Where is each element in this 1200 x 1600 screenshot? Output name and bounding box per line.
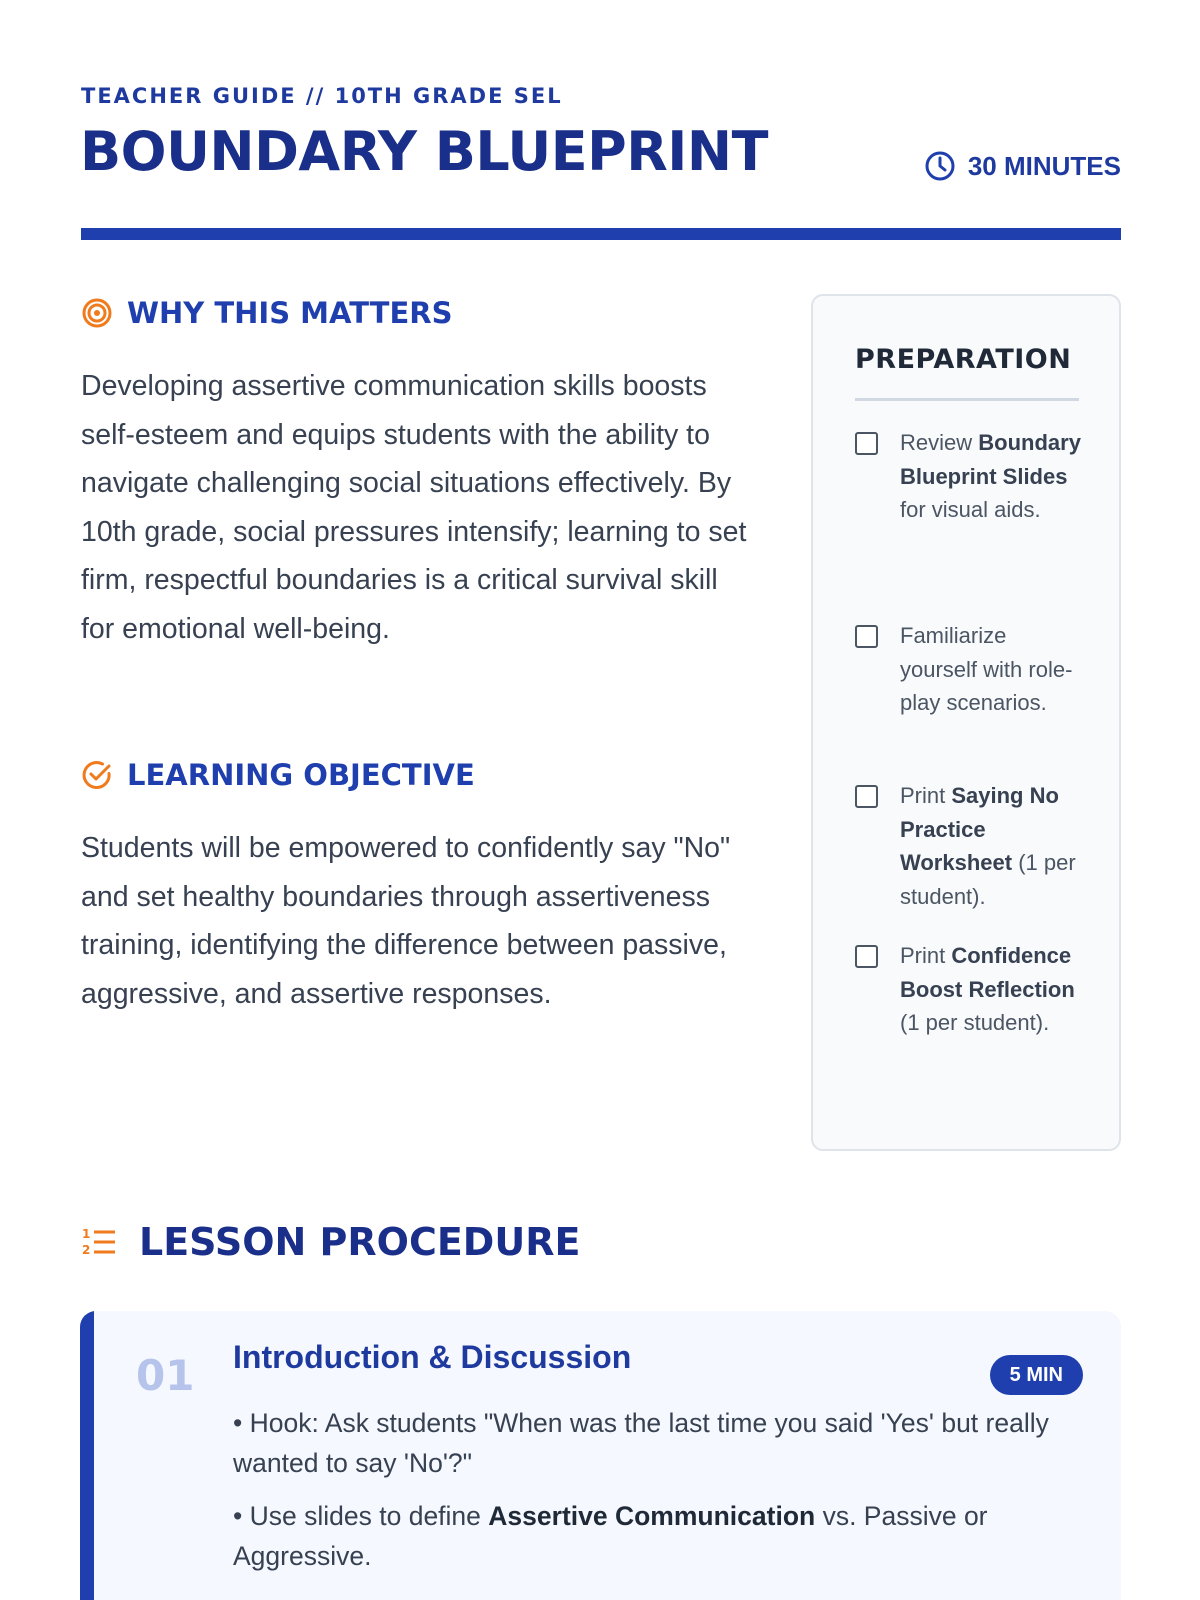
prep-item bbox=[855, 426, 1086, 527]
prep-item-text: Familiarize yourself with role-play scenarios. bbox=[900, 623, 1073, 715]
procedure-heading-label: LESSON PROCEDURE bbox=[139, 1220, 581, 1264]
step-number: 01 bbox=[136, 1351, 195, 1400]
preparation-title: PREPARATION bbox=[855, 344, 1072, 375]
step-time-badge: 5 MIN bbox=[990, 1355, 1083, 1395]
why-heading bbox=[81, 296, 453, 330]
objective-heading-label: LEARNING OBJECTIVE bbox=[127, 758, 475, 792]
clock-icon bbox=[924, 150, 956, 182]
prep-item bbox=[855, 619, 1086, 720]
objective-heading bbox=[81, 758, 475, 792]
procedure-step-card bbox=[80, 1311, 1121, 1600]
target-icon bbox=[81, 297, 113, 329]
step-title: Introduction & Discussion bbox=[233, 1339, 632, 1375]
prep-item-text: Print Confidence Boost Reflection (1 per student). bbox=[900, 943, 1075, 1035]
duration-label bbox=[924, 150, 1121, 182]
prep-checkbox[interactable] bbox=[855, 945, 878, 968]
svg-text:2: 2 bbox=[82, 1243, 91, 1257]
numbered-list-icon bbox=[81, 1224, 117, 1260]
step-bullets bbox=[233, 1403, 1063, 1589]
header-divider bbox=[81, 228, 1121, 240]
preparation-card bbox=[811, 294, 1121, 1151]
svg-text:1: 1 bbox=[82, 1227, 91, 1241]
check-circle-icon bbox=[81, 759, 113, 791]
objective-body: Students will be empowered to confidently say "No" and set healthy boundaries through assertiveness training, identifying the difference between passive, aggressive, and assertive responses. bbox=[81, 832, 731, 1010]
procedure-heading bbox=[81, 1220, 580, 1264]
prep-item-text: Print Saying No Practice Worksheet (1 per student). bbox=[900, 783, 1076, 909]
guide-eyebrow: TEACHER GUIDE // 10TH GRADE SEL bbox=[81, 84, 563, 108]
prep-item bbox=[855, 939, 1086, 1040]
preparation-divider bbox=[855, 398, 1079, 401]
prep-checkbox[interactable] bbox=[855, 625, 878, 648]
why-body: Developing assertive communication skills boosts self-esteem and equips students with the ability to navigate challenging social situations effectively. By 10th grade, social pressures intensify; learning to set firm, respectful boundaries is a critical survival skill for emotional well-being. bbox=[81, 370, 747, 645]
prep-item-text: Review Boundary Blueprint Slides for visual aids. bbox=[900, 430, 1081, 522]
why-heading-label: WHY THIS MATTERS bbox=[127, 296, 453, 330]
duration-text: 30 MINUTES bbox=[967, 150, 1121, 181]
prep-checkbox[interactable] bbox=[855, 432, 878, 455]
step-bullet: • Use slides to define Assertive Communication vs. Passive or Aggressive. bbox=[233, 1501, 988, 1571]
step-bullet: • Hook: Ask students "When was the last time you said 'Yes' but really wanted to say 'No'?" bbox=[233, 1408, 1049, 1478]
prep-item bbox=[855, 779, 1086, 913]
prep-checkbox[interactable] bbox=[855, 785, 878, 808]
page-title: BOUNDARY BLUEPRINT bbox=[80, 120, 768, 183]
step-accent-bar bbox=[80, 1311, 94, 1600]
